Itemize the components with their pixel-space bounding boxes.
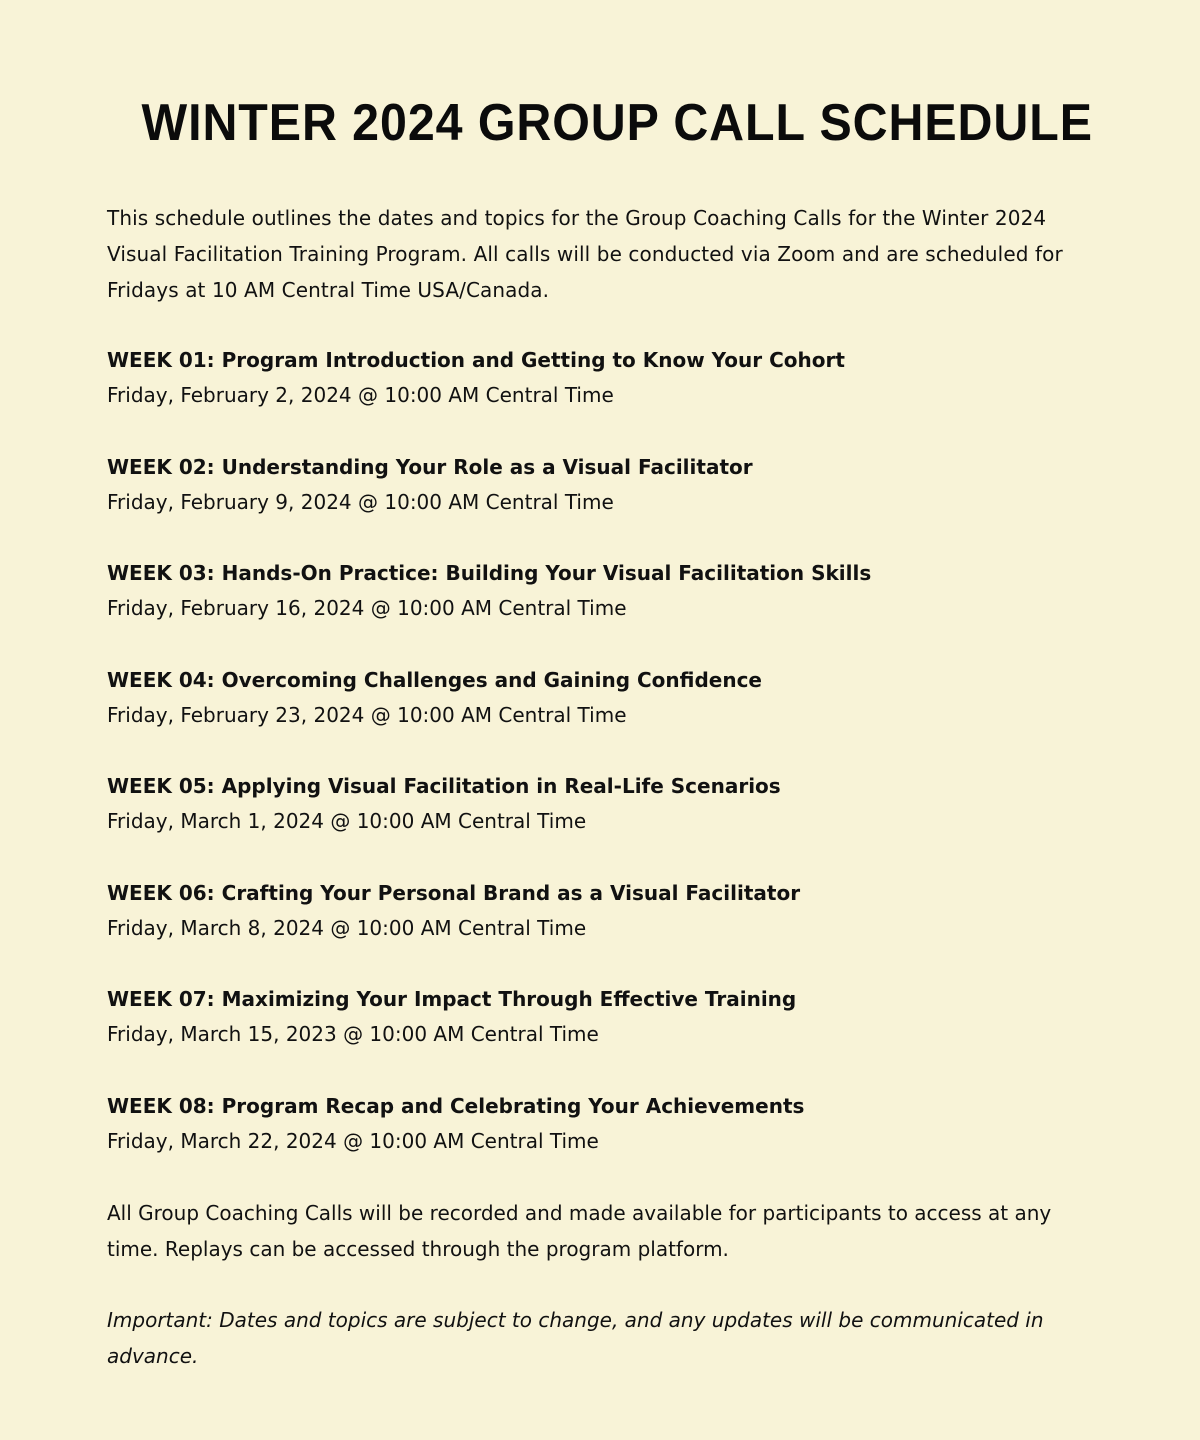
important-note: Important: Dates and topics are subject to change, and any updates will be communicated in advance. xyxy=(107,1308,1044,1368)
week-title: WEEK 02: Understanding Your Role as a Visual Facilitator xyxy=(107,454,753,479)
page-title: WINTER 2024 GROUP CALL SCHEDULE xyxy=(141,94,1093,152)
week-date: Friday, March 8, 2024 @ 10:00 AM Central Time xyxy=(107,915,587,940)
week-title: WEEK 03: Hands-On Practice: Building Your Visual Facilitation Skills xyxy=(107,561,872,585)
week-title: WEEK 06: Crafting Your Personal Brand as a Visual Facilitator xyxy=(107,880,801,905)
recording-note: All Group Coaching Calls will be recorded and made available for participants to access at any time. Replays can be accessed through the program platform. xyxy=(107,1201,1052,1261)
intro-paragraph: This schedule outlines the dates and topics for the Group Coaching Calls for the Winter 2024 Visual Facilitation Training Program. All calls will be conducted via Zoom and are scheduled for Fridays at 10 AM Central Time USA/Canada. xyxy=(107,206,1063,302)
week-item xyxy=(107,663,1093,770)
week-date: Friday, March 15, 2023 @ 10:00 AM Central Time xyxy=(107,1022,599,1046)
week-date: Friday, February 16, 2024 @ 10:00 AM Central Time xyxy=(107,596,627,620)
week-date: Friday, February 2, 2024 @ 10:00 AM Central Time xyxy=(107,383,614,407)
week-title: WEEK 07: Maximizing Your Impact Through Effective Training xyxy=(107,987,797,1011)
week-date: Friday, March 22, 2024 @ 10:00 AM Central Time xyxy=(107,1128,599,1153)
week-title: WEEK 08: Program Recap and Celebrating Your Achievements xyxy=(107,1093,805,1118)
week-item xyxy=(107,1089,1093,1196)
week-title: WEEK 01: Program Introduction and Getting to Know Your Cohort xyxy=(107,348,845,372)
week-item xyxy=(107,343,1093,450)
week-item xyxy=(107,876,1093,983)
week-item xyxy=(107,450,1093,557)
week-date: Friday, February 9, 2024 @ 10:00 AM Central Time xyxy=(107,489,614,514)
schedule-list xyxy=(107,343,1093,1195)
week-item xyxy=(107,982,1093,1089)
week-title: WEEK 05: Applying Visual Facilitation in Real-Life Scenarios xyxy=(107,774,781,798)
week-item xyxy=(107,556,1093,663)
week-item xyxy=(107,769,1093,876)
week-date: Friday, March 1, 2024 @ 10:00 AM Central Time xyxy=(107,809,587,833)
week-date: Friday, February 23, 2024 @ 10:00 AM Central Time xyxy=(107,702,627,727)
week-title: WEEK 04: Overcoming Challenges and Gaining Confidence xyxy=(107,667,762,692)
